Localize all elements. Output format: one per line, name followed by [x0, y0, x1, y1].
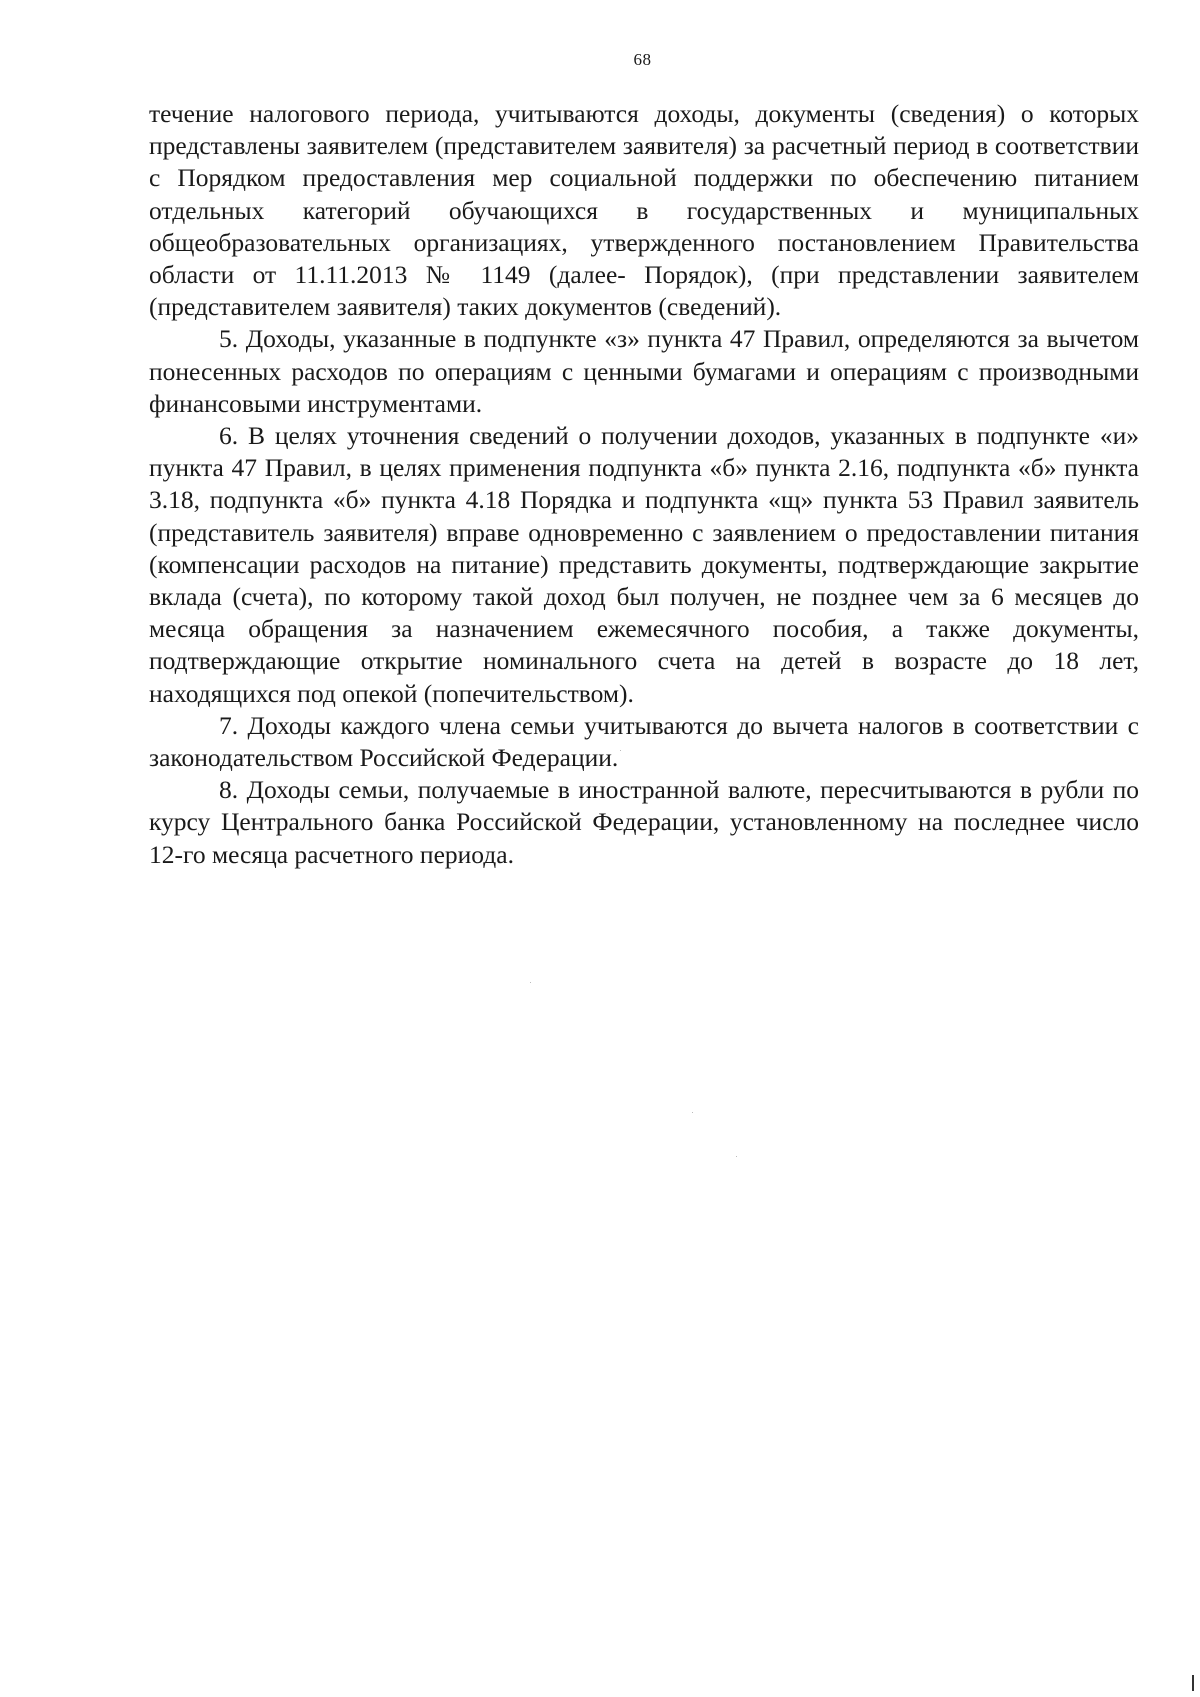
paragraph-item-8: 8. Доходы семьи, получаемые в иностранной валюте, пересчитываются в рубли по курсу Центрального банка Российской Федерации, установленному на последнее число 12-го месяца расчетного периода. — [149, 775, 1139, 869]
paragraph-item-5: 5. Доходы, указанные в подпункте «з» пункта 47 Правил, определяются за вычетом понесенных расходов по операциям с ценными бумагами и операциям с производными финансовыми инструментами. — [149, 324, 1139, 418]
document-body — [149, 98, 1139, 871]
paragraph-item-6: 6. В целях уточнения сведений о получении доходов, указанных в подпункте «и» пункта 47 Правил, в целях применения подпункта «б» пункта 2.16, подпункта «б» пункта 3.18, подпункта «б» пункта 4.18 Порядка и подпункта «щ» пункта 53 Правил заявитель (представитель заявителя) вправе одновременно с заявлением о предоставлении питания (компенсации расходов на питание) представить документы, подтверждающие закрытие вклада (счета), по которому такой доход был получен, не позднее чем за 6 месяцев до месяца обращения за назначением ежемесячного пособия, а также документы, подтверждающие открытие номинального счета на детей в возрасте до 18 лет, находящихся под опекой (попечительством). — [149, 421, 1139, 708]
paragraph-item-7: 7. Доходы каждого члена семьи учитываются до вычета налогов в соответствии с законодательством Российской Федерации. — [149, 710, 1139, 773]
scan-speck — [692, 1112, 693, 1113]
scan-speck — [736, 1156, 737, 1157]
scan-edge-mark — [1192, 1675, 1194, 1691]
scan-speck — [620, 750, 621, 751]
scan-speck — [530, 982, 531, 983]
paragraph-continuation: течение налогового периода, учитываются доходы, документы (сведения) о которых представлены заявителем (представителем заявителя) за расчетный период в соответствии с Порядком предоставления мер социальной поддержки по обеспечению питанием отдельных категорий обучающихся в государственных и муниципальных общеобразовательных организациях, утвержденного постановлением Правительства области от 11.11.2013 № 1149 (далее- Порядок), (при представлении заявителем (представителем заявителя) таких документов (сведений). — [149, 99, 1139, 322]
page-number: 68 — [633, 50, 652, 69]
